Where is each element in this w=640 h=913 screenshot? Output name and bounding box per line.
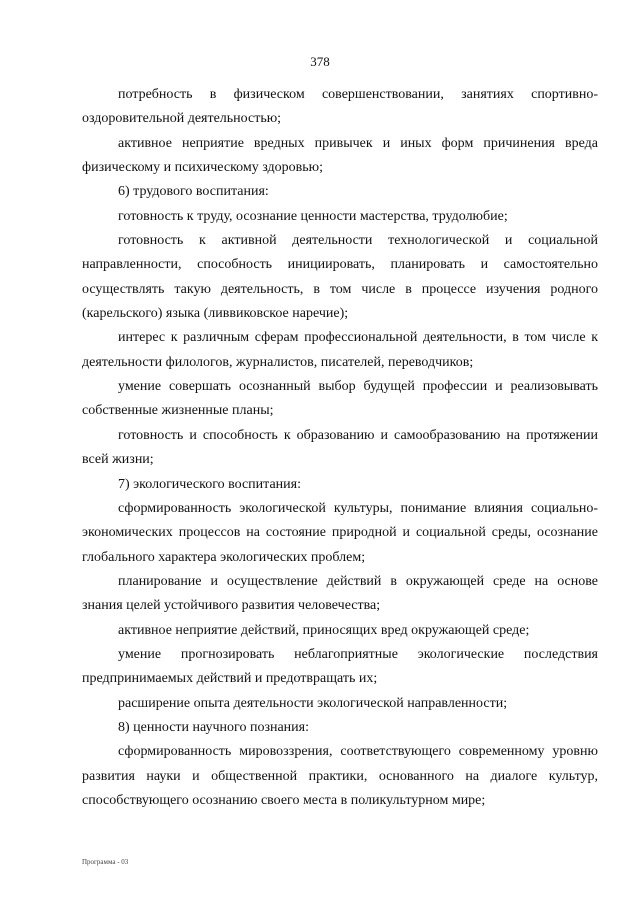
paragraph: активное неприятие действий, приносящих вред окружающей среде;	[118, 622, 530, 638]
section-heading: 7) экологического воспитания:	[118, 476, 301, 492]
paragraph: активное неприятие вредных привычек и иных форм причинения вреда физическому и психическому здоровью;	[82, 135, 598, 176]
paragraph: интерес к различным сферам профессиональной деятельности, в том числе к деятельности филологов, журналистов, писателей, переводчиков;	[82, 330, 598, 370]
footer-note: Программа - 03	[82, 858, 129, 866]
paragraph: умение совершать осознанный выбор будущей профессии и реализовывать собственные жизненные планы;	[82, 379, 598, 419]
document-body	[82, 83, 598, 813]
paragraph: сформированность мировоззрения, соответствующего современному уровню развития науки и общественной практики, основанного на диалоге культур, способствующего осознанию своего места в поликультурном мире;	[82, 744, 598, 808]
paragraph: сформированность экологической культуры, понимание влияния социально-экономических процессов на состояние природной и социальной среды, осознание глобального характера экологических проблем;	[82, 500, 598, 565]
page-number: 378	[310, 54, 330, 69]
paragraph: планирование и осуществление действий в окружающей среде на основе знания целей устойчивого развития человечества;	[82, 573, 598, 614]
section-heading: 6) трудового воспитания:	[118, 184, 269, 200]
paragraph: расширение опыта деятельности экологической направленности;	[118, 695, 508, 711]
section-heading: 8) ценности научного познания:	[118, 719, 309, 735]
paragraph: готовность и способность к образованию и самообразованию на протяжении всей жизни;	[82, 427, 598, 468]
paragraph: готовность к труду, осознание ценности мастерства, трудолюбие;	[118, 208, 508, 224]
paragraph: умение прогнозировать неблагоприятные экологические последствия предпринимаемых действий и предотвращать их;	[82, 646, 598, 687]
paragraph: готовность к активной деятельности технологической и социальной направленности, способность инициировать, планировать и самостоятельно осуществлять такую деятельность, в том числе в процессе изучения родного (карельского) языка (ливвиковское наречие);	[82, 233, 598, 322]
paragraph: потребность в физическом совершенствовании, занятиях спортивно-оздоровительной деятельностью;	[82, 87, 598, 127]
